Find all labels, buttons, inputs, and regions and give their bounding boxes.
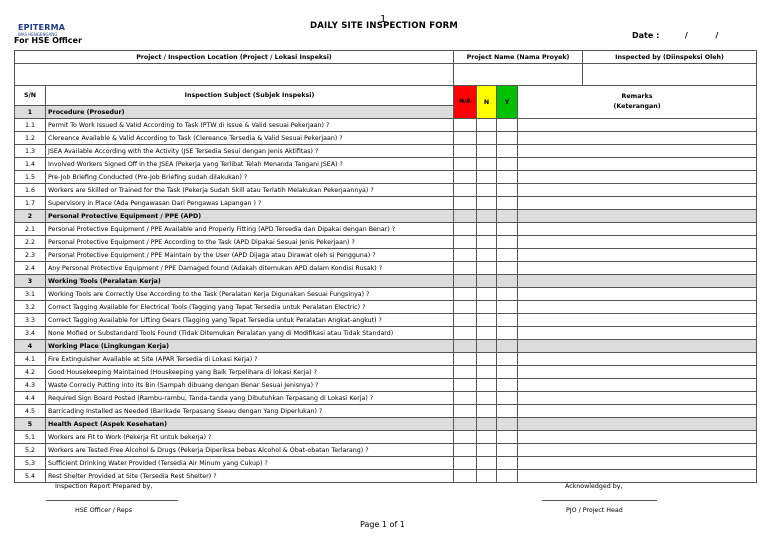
na-check-cell[interactable] xyxy=(454,210,477,223)
n-check-cell[interactable] xyxy=(477,405,497,418)
project-name-input[interactable] xyxy=(454,64,583,86)
n-check-cell[interactable] xyxy=(477,366,497,379)
table-row xyxy=(15,249,757,262)
y-check-cell[interactable] xyxy=(497,392,518,405)
n-check-cell[interactable] xyxy=(477,314,497,327)
form-title xyxy=(310,21,458,31)
y-check-cell[interactable] xyxy=(497,288,518,301)
remarks-cell[interactable] xyxy=(518,340,757,353)
table-row xyxy=(15,145,757,158)
remarks-cell[interactable] xyxy=(518,418,757,431)
y-check-cell[interactable] xyxy=(497,470,518,483)
n-check-cell[interactable] xyxy=(477,171,497,184)
row-sn: 5,1 xyxy=(15,431,46,444)
row-sn: 1.1 xyxy=(15,119,46,132)
y-check-cell[interactable] xyxy=(497,145,518,158)
na-check-cell[interactable] xyxy=(454,158,477,171)
n-check-cell[interactable] xyxy=(477,379,497,392)
table-row xyxy=(15,366,757,379)
y-check-cell[interactable] xyxy=(497,119,518,132)
row-sn: 1.3 xyxy=(15,145,46,158)
remarks-cell[interactable] xyxy=(518,158,757,171)
row-sn: 4.1 xyxy=(15,353,46,366)
table-row xyxy=(15,314,757,327)
inspection-item: Good Housekeeping Maintained (Houskeeping yang Baik Terpelihara di lokasi Kerja) ? xyxy=(46,366,454,379)
n-check-cell[interactable] xyxy=(477,457,497,470)
remarks-cell[interactable] xyxy=(518,314,757,327)
n-check-cell[interactable] xyxy=(477,418,497,431)
row-sn: 4.5 xyxy=(15,405,46,418)
table-row xyxy=(15,197,757,210)
na-check-cell[interactable] xyxy=(454,314,477,327)
na-check-cell[interactable] xyxy=(454,132,477,145)
n-check-cell[interactable] xyxy=(477,262,497,275)
inspection-item: Working Tools are Correctly Use According to the Task (Peralatan Kerja Digunakan Sesuai Fungsinya) ? xyxy=(46,288,454,301)
section-title: Health Aspect (Aspek Kesehatan) xyxy=(46,418,454,431)
project-location-header: Project / Inspection Location (Project / Lokasi Inspeksi) xyxy=(15,51,454,64)
row-sn: 1 xyxy=(15,106,46,119)
na-check-cell[interactable] xyxy=(454,353,477,366)
project-location-input[interactable] xyxy=(15,64,454,86)
inspection-item: Workers are Tested Free Alcohol & Drugs (Pekerja Diperiksa bebas Alcohol & Obat-obatan Terlarang) ? xyxy=(46,444,454,457)
n-check-cell[interactable] xyxy=(477,210,497,223)
section-row xyxy=(15,275,757,288)
inspection-item: Any Personal Protective Equipment / PPE Damaged found (Adakah ditemukan APD dalam Kondisi Rusak) ? xyxy=(46,262,454,275)
row-sn: 1.2 xyxy=(15,132,46,145)
inspection-item: Clereance Available & Valid According to Task (Clereance Tersedia & Valid Sesuai Pekerjaan) ? xyxy=(46,132,454,145)
table-row xyxy=(15,236,757,249)
table-row xyxy=(15,431,757,444)
remarks-cell[interactable] xyxy=(518,132,757,145)
y-check-cell[interactable] xyxy=(497,340,518,353)
n-check-cell[interactable] xyxy=(477,444,497,457)
table-row xyxy=(15,353,757,366)
y-check-cell[interactable] xyxy=(497,431,518,444)
n-check-cell[interactable] xyxy=(477,275,497,288)
section-title: Working Place (Lingkungan Kerja) xyxy=(46,340,454,353)
pjo-label: PJO / Project Head xyxy=(566,507,623,514)
row-sn: 3 xyxy=(15,275,46,288)
y-check-cell[interactable] xyxy=(497,444,518,457)
n-check-cell[interactable] xyxy=(477,288,497,301)
y-check-cell[interactable] xyxy=(497,249,518,262)
y-header: Y xyxy=(497,86,518,119)
na-check-cell[interactable] xyxy=(454,223,477,236)
subject-header: Inspection Subject (Subjek Inspeksi) xyxy=(46,86,454,106)
na-check-cell[interactable] xyxy=(454,470,477,483)
y-check-cell[interactable] xyxy=(497,405,518,418)
na-check-cell[interactable] xyxy=(454,379,477,392)
section-row xyxy=(15,210,757,223)
inspection-item: Workers are Skilled or Trained for the Task (Pekerja Sudah Skill atau Terlatih Melakukan Pekerjaannya) ? xyxy=(46,184,454,197)
inspection-item: Correct Tagging Available for Lifting Gears (Tagging yang Tepat Tersedia untuk Peralatan Angkat-angkut) ? xyxy=(46,314,454,327)
inspection-item: Involved Workers Signed Off in the JSEA (Pekerja yang Terlibat Telah Menanda Tangani JSEA) ? xyxy=(46,158,454,171)
inspection-item: Sufficient Drinking Water Provided (Tersedia Air Minum yang Cukup) ? xyxy=(46,457,454,470)
table-row xyxy=(15,405,757,418)
n-check-cell[interactable] xyxy=(477,301,497,314)
table-row xyxy=(15,171,757,184)
remarks-cell[interactable] xyxy=(518,366,757,379)
remarks-cell[interactable] xyxy=(518,431,757,444)
y-check-cell[interactable] xyxy=(497,236,518,249)
inspection-item: Personal Protective Equipment / PPE Maintain by the User (APD Dijaga atau Dirawat oleh si Pengguna) ? xyxy=(46,249,454,262)
row-sn: 4.2 xyxy=(15,366,46,379)
remarks-cell[interactable] xyxy=(518,210,757,223)
table-row xyxy=(15,223,757,236)
section-title: Personal Protective Equipment / PPE (APD) xyxy=(46,210,454,223)
row-sn: 2.2 xyxy=(15,236,46,249)
table-row xyxy=(15,301,757,314)
remarks-cell[interactable] xyxy=(518,197,757,210)
table-row xyxy=(15,470,757,483)
inspection-item: Supervisory in Place (Ada Pengawasan Dari Pengawas Lapangan ) ? xyxy=(46,197,454,210)
na-check-cell[interactable] xyxy=(454,262,477,275)
remarks-label-id: (Keterangan) xyxy=(613,103,661,110)
project-name-header: Project Name (Nama Proyek) xyxy=(454,51,583,64)
table-row xyxy=(15,262,757,275)
na-check-cell[interactable] xyxy=(454,249,477,262)
logo-name: EPITERMA xyxy=(18,23,66,32)
na-check-cell[interactable] xyxy=(454,444,477,457)
table-row xyxy=(15,288,757,301)
inspection-item: Workers are Fit to Work (Pekerja Fit untuk bekerja) ? xyxy=(46,431,454,444)
inspection-item: Permit To Work Issued & Valid According to Task (PTW di issue & Valid sesuai Pekerjaan) ? xyxy=(46,119,454,132)
n-check-cell[interactable] xyxy=(477,340,497,353)
na-check-cell[interactable] xyxy=(454,392,477,405)
y-check-cell[interactable] xyxy=(497,262,518,275)
section-row xyxy=(15,418,757,431)
acknowledged-by-label: Acknowledged by, xyxy=(565,483,623,490)
n-check-cell[interactable] xyxy=(477,145,497,158)
inspection-item: Required Sign Board Posted (Rambu-rambu, Tanda-tanda yang Dibutuhkan Terpasang di Lokasi Kerja) ? xyxy=(46,392,454,405)
row-sn: 3.3 xyxy=(15,314,46,327)
n-check-cell[interactable] xyxy=(477,119,497,132)
n-check-cell[interactable] xyxy=(477,223,497,236)
remarks-cell[interactable] xyxy=(518,379,757,392)
na-check-cell[interactable] xyxy=(454,145,477,158)
n-check-cell[interactable] xyxy=(477,132,497,145)
row-sn: 2.4 xyxy=(15,262,46,275)
table-row xyxy=(15,392,757,405)
prepared-by-signature-line xyxy=(46,500,178,501)
y-check-cell[interactable] xyxy=(497,353,518,366)
n-check-cell[interactable] xyxy=(477,184,497,197)
y-check-cell[interactable] xyxy=(497,275,518,288)
remarks-cell[interactable] xyxy=(518,171,757,184)
na-check-cell[interactable] xyxy=(454,171,477,184)
row-sn: 3.1 xyxy=(15,288,46,301)
remarks-cell[interactable] xyxy=(518,457,757,470)
table-row xyxy=(15,444,757,457)
na-check-cell[interactable] xyxy=(454,197,477,210)
page-footer: Page 1 of 1 xyxy=(360,520,405,529)
row-sn: 5,2 xyxy=(15,444,46,457)
remarks-cell[interactable] xyxy=(518,236,757,249)
table-row xyxy=(15,379,757,392)
date-separator-1: / xyxy=(684,31,688,40)
table-row xyxy=(15,119,757,132)
inspected-by-input[interactable] xyxy=(583,64,757,86)
remarks-cell[interactable] xyxy=(518,470,757,483)
y-check-cell[interactable] xyxy=(497,223,518,236)
remarks-cell[interactable] xyxy=(518,119,757,132)
row-sn: 4.4 xyxy=(15,392,46,405)
table-row xyxy=(15,184,757,197)
inspection-item: Pre-Job Briefing Conducted (Pre-Job Briefing sudah dilakukan) ? xyxy=(46,171,454,184)
na-check-cell[interactable] xyxy=(454,119,477,132)
inspection-item: Barricading Installed as Needed (Barikade Terpasang Sseau dengan Yang Diperlukan) ? xyxy=(46,405,454,418)
remarks-cell[interactable] xyxy=(518,249,757,262)
y-check-cell[interactable] xyxy=(497,327,518,340)
section-title: Procedure (Prosedur) xyxy=(46,106,454,119)
remarks-cell[interactable] xyxy=(518,275,757,288)
row-sn: 1.5 xyxy=(15,171,46,184)
na-check-cell[interactable] xyxy=(454,457,477,470)
remarks-header xyxy=(518,86,757,119)
row-sn: 2.3 xyxy=(15,249,46,262)
y-check-cell[interactable] xyxy=(497,132,518,145)
prepared-by-label: Inspection Report Prepared by, xyxy=(55,483,153,490)
y-check-cell[interactable] xyxy=(497,171,518,184)
na-check-cell[interactable] xyxy=(454,184,477,197)
y-check-cell[interactable] xyxy=(497,184,518,197)
remarks-cell[interactable] xyxy=(518,327,757,340)
na-check-cell[interactable] xyxy=(454,275,477,288)
inspection-item: Personal Protective Equipment / PPE Available and Properly Fitting (APD Tersedia dan Dipakai dengan Benar) ? xyxy=(46,223,454,236)
remarks-cell[interactable] xyxy=(518,301,757,314)
row-sn: 4 xyxy=(15,340,46,353)
n-check-cell[interactable] xyxy=(477,470,497,483)
remarks-label: Remarks xyxy=(621,93,653,100)
row-sn: 3.2 xyxy=(15,301,46,314)
table-row xyxy=(15,327,757,340)
na-check-cell[interactable] xyxy=(454,301,477,314)
remarks-cell[interactable] xyxy=(518,184,757,197)
n-check-cell[interactable] xyxy=(477,431,497,444)
remarks-cell[interactable] xyxy=(518,145,757,158)
y-check-cell[interactable] xyxy=(497,366,518,379)
section-title: Working Tools (Peralatan Kerja) xyxy=(46,275,454,288)
sn-header: S/N xyxy=(15,86,46,106)
row-sn: 3.4 xyxy=(15,327,46,340)
table-row xyxy=(15,457,757,470)
n-check-cell[interactable] xyxy=(477,197,497,210)
remarks-cell[interactable] xyxy=(518,392,757,405)
acknowledged-by-signature-line xyxy=(542,500,657,501)
inspection-table xyxy=(14,50,757,483)
y-check-cell[interactable] xyxy=(497,457,518,470)
n-check-cell[interactable] xyxy=(477,249,497,262)
na-check-cell[interactable] xyxy=(454,288,477,301)
inspection-item: Rest Shelter Provided at Site (Tersedia Rest Shelter) ? xyxy=(46,470,454,483)
remarks-cell[interactable] xyxy=(518,262,757,275)
remarks-cell[interactable] xyxy=(518,223,757,236)
form-title-part-2: PECTION FORM xyxy=(383,21,459,31)
section-row xyxy=(15,340,757,353)
na-check-cell[interactable] xyxy=(454,418,477,431)
date-separator-2: / xyxy=(715,31,719,40)
remarks-cell[interactable] xyxy=(518,405,757,418)
row-sn: 1.6 xyxy=(15,184,46,197)
y-check-cell[interactable] xyxy=(497,210,518,223)
page-number-top: 1 xyxy=(380,14,387,25)
y-check-cell[interactable] xyxy=(497,197,518,210)
row-sn: 5.4 xyxy=(15,470,46,483)
row-sn: 2.1 xyxy=(15,223,46,236)
n-check-cell[interactable] xyxy=(477,353,497,366)
inspection-item: None Mofied or Substandard Tools Found (Tidak Ditemukan Peralatan yang di Modifikasi atau Tidak Standard) xyxy=(46,327,454,340)
inspection-item: Fire Extinguisher Available at Site (APAR Tersedia di Lokasi Kerja) ? xyxy=(46,353,454,366)
row-sn: 1.7 xyxy=(15,197,46,210)
remarks-cell[interactable] xyxy=(518,288,757,301)
n-check-cell[interactable] xyxy=(477,327,497,340)
na-check-cell[interactable] xyxy=(454,236,477,249)
for-hse-label: For HSE Officer xyxy=(14,36,82,45)
y-check-cell[interactable] xyxy=(497,379,518,392)
date-field xyxy=(632,31,718,40)
inspected-by-header: Inspected by (Diinspeksi Oleh) xyxy=(583,51,757,64)
inspection-item: Correct Tagging Available for Electrical Tools (Tagging yang Tepat Tersedia untuk Peralatan Electric) ? xyxy=(46,301,454,314)
table-row xyxy=(15,132,757,145)
form-title-part-1: DAILY SITE INS xyxy=(310,21,384,31)
na-check-cell[interactable] xyxy=(454,366,477,379)
row-sn: 5 xyxy=(15,418,46,431)
y-check-cell[interactable] xyxy=(497,158,518,171)
na-check-cell[interactable] xyxy=(454,405,477,418)
na-header: N/A xyxy=(454,86,477,119)
row-sn: 1.4 xyxy=(15,158,46,171)
hse-officer-label: HSE Officer / Reps xyxy=(75,507,133,514)
n-check-cell[interactable] xyxy=(477,236,497,249)
row-sn: 4.3 xyxy=(15,379,46,392)
n-header: N xyxy=(477,86,497,119)
row-sn: 2 xyxy=(15,210,46,223)
remarks-cell[interactable] xyxy=(518,444,757,457)
n-check-cell[interactable] xyxy=(477,392,497,405)
inspection-item: Personal Protective Equipment / PPE According to the Task (APD Dipakai Sesuai Jenis Pekerjaan) ? xyxy=(46,236,454,249)
date-label: Date : xyxy=(632,31,660,40)
row-sn: 5,3 xyxy=(15,457,46,470)
na-check-cell[interactable] xyxy=(454,327,477,340)
na-check-cell[interactable] xyxy=(454,340,477,353)
remarks-cell[interactable] xyxy=(518,353,757,366)
n-check-cell[interactable] xyxy=(477,158,497,171)
na-check-cell[interactable] xyxy=(454,431,477,444)
inspection-item: JSEA Available According with the Activity (JSE Tersedia Sesui dengan Jenis Aktifitas) ? xyxy=(46,145,454,158)
y-check-cell[interactable] xyxy=(497,418,518,431)
logo-subtitle: WAS HENGENGANG xyxy=(18,32,58,37)
y-check-cell[interactable] xyxy=(497,301,518,314)
y-check-cell[interactable] xyxy=(497,314,518,327)
inspection-item: Waste Correcly Putting into its Bin (Sampah dibuang dengan Benar Sesuai Jenisnya) ? xyxy=(46,379,454,392)
table-row xyxy=(15,158,757,171)
